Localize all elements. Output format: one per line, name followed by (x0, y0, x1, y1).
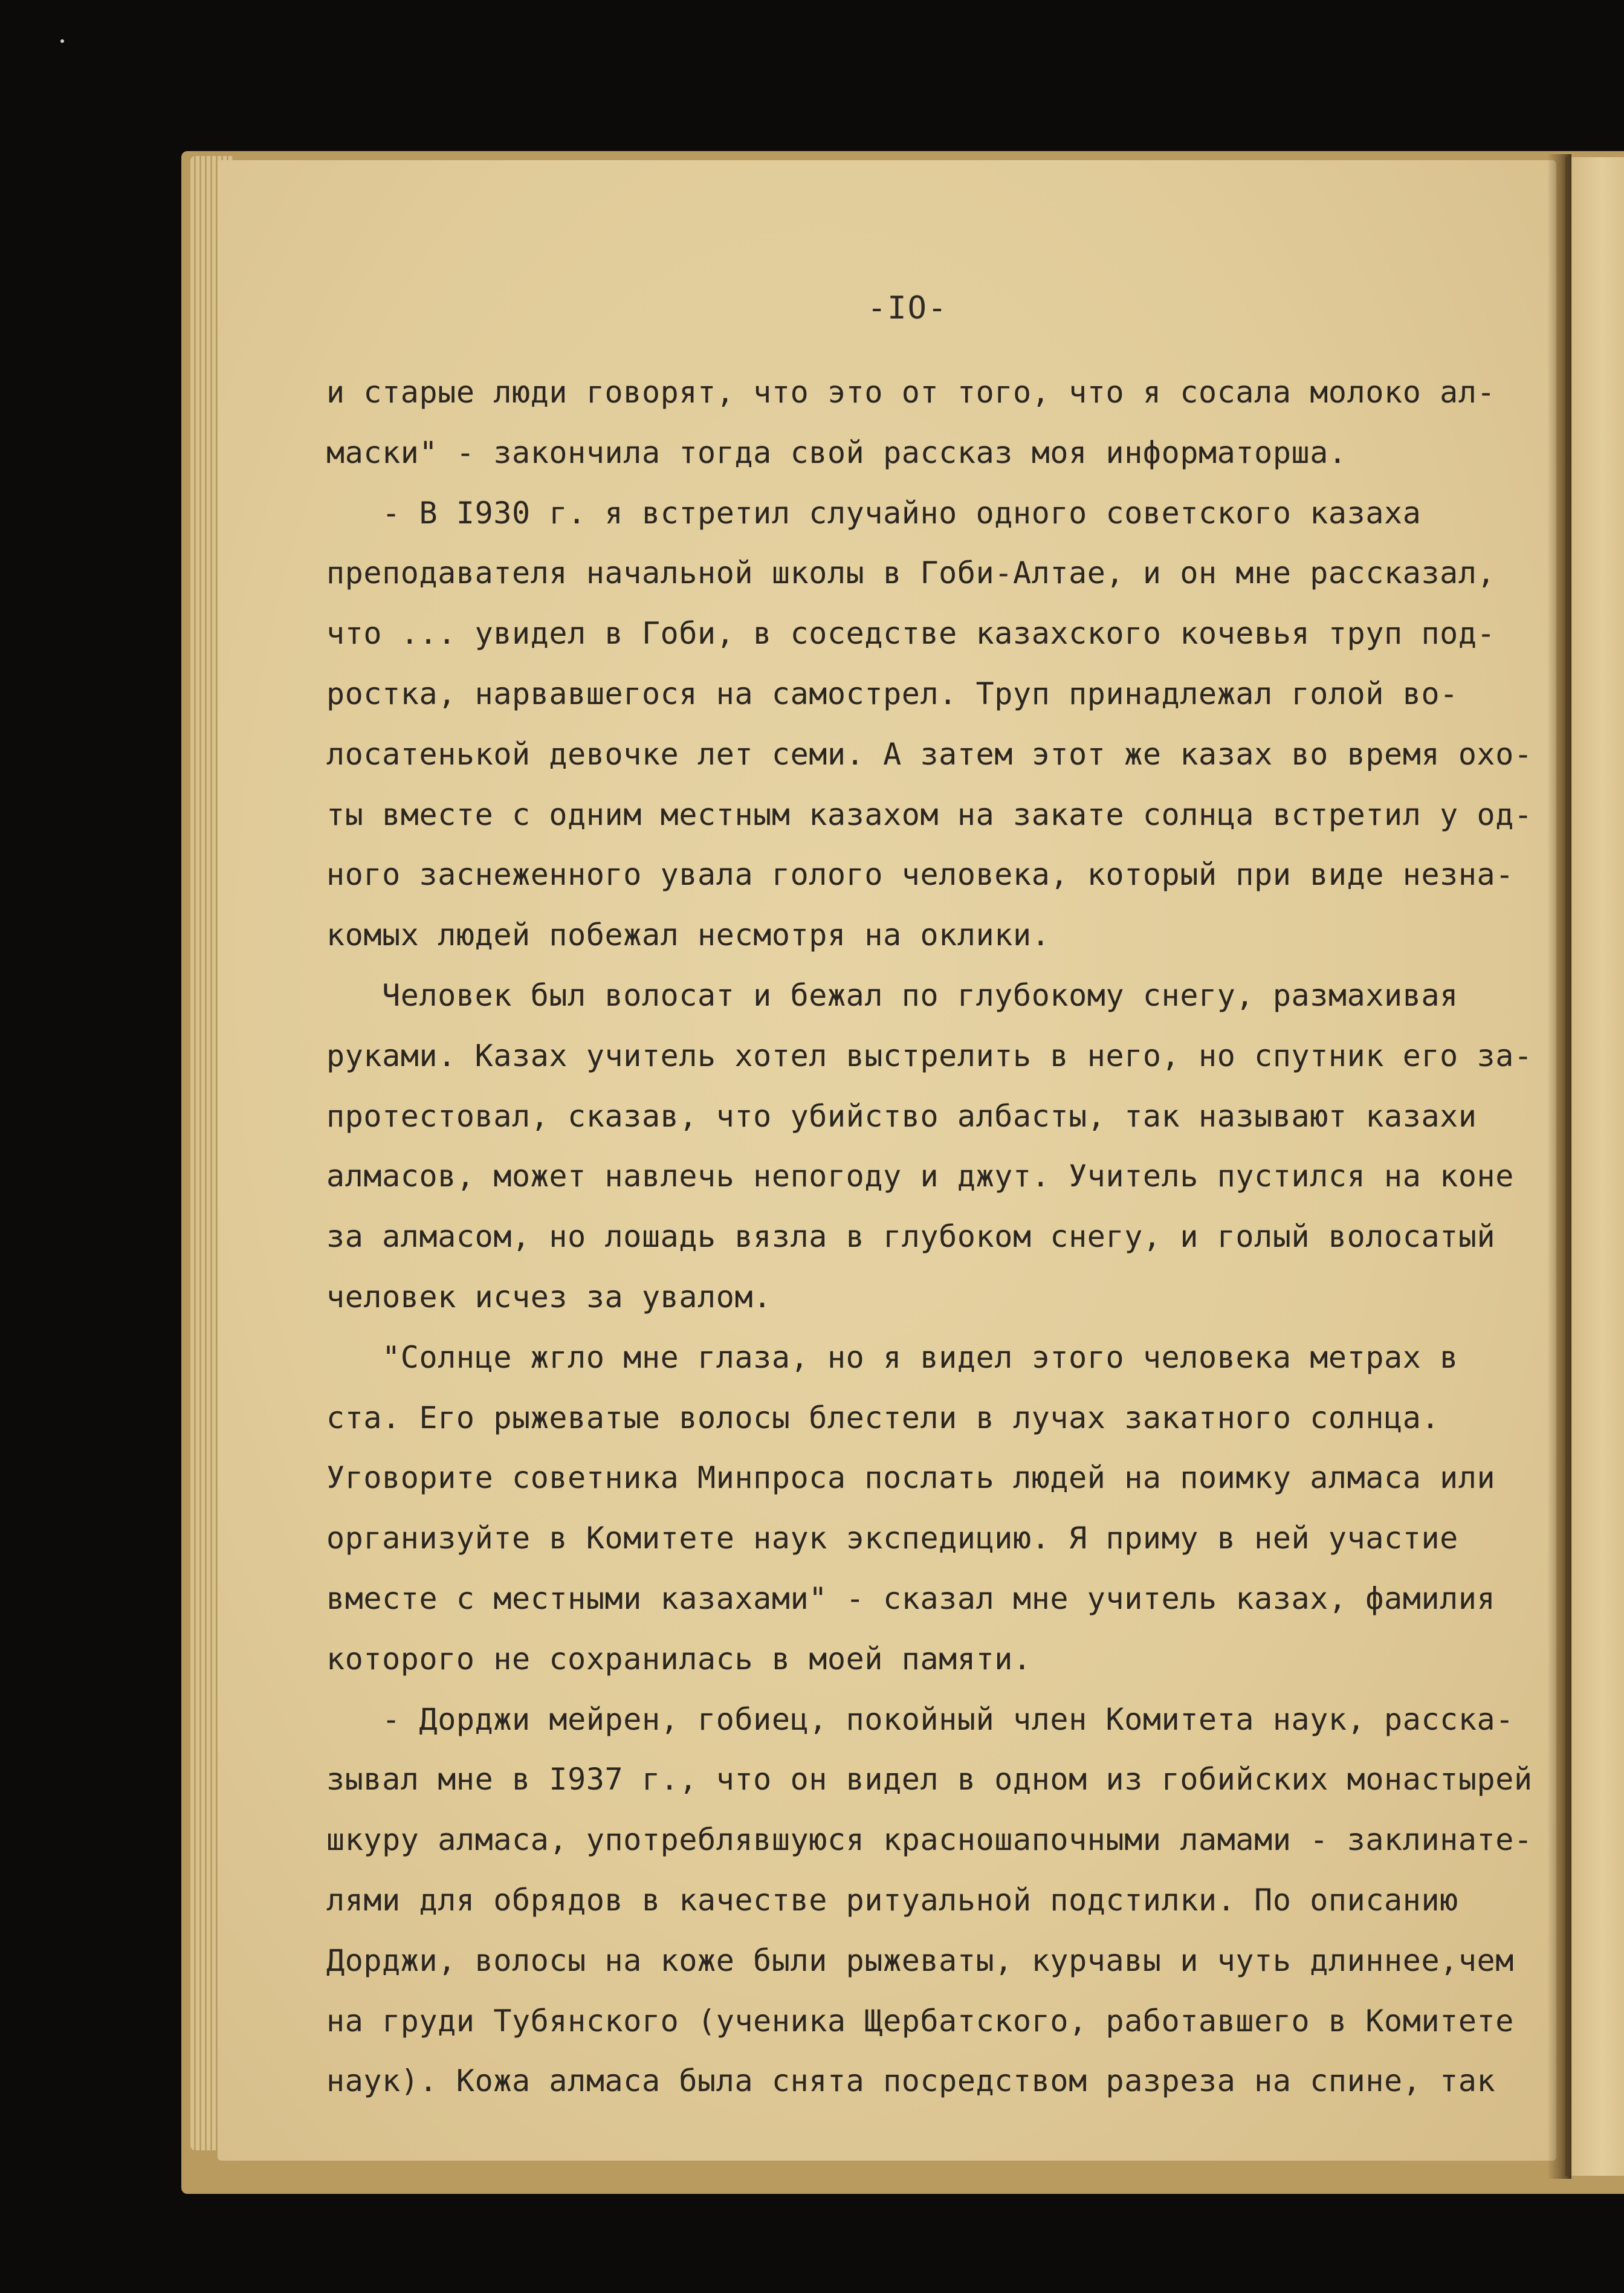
text-line: Дорджи, волосы на коже были рыжеваты, курчавы и чуть длиннее,чем (326, 1942, 1514, 1978)
text-line: протестовал, сказав, что убийство албасты, так называют казахи (326, 1098, 1477, 1134)
text-line: преподавателя начальной школы в Гоби-Алтае, и он мне рассказал, (326, 555, 1496, 591)
text-line: и старые люди говорят, что это от того, что я сосала молоко ал- (326, 375, 1496, 410)
text-line: маски" - закончила тогда свой рассказ моя информаторша. (326, 435, 1347, 470)
text-line: зывал мне в I937 г., что он видел в одном из гобийских монастырей (326, 1762, 1533, 1797)
text-line: что ... увидел в Гоби, в соседстве казахского кочевья труп под- (326, 616, 1496, 652)
text-line: комых людей побежал несмотря на оклики. (326, 917, 1050, 953)
book-spine-shadow (1547, 154, 1571, 2179)
text-line: "Солнце жгло мне глаза, но я видел этого человека метрах в (326, 1339, 1458, 1375)
text-line: ростка, нарвавшегося на самострел. Труп принадлежал голой во- (326, 676, 1458, 711)
text-line: лосатенькой девочке лет семи. А затем этот же казах во время охо- (326, 736, 1533, 772)
text-line: вместе с местными казахами" - сказал мне учитель казах, фамилия (326, 1580, 1496, 1616)
text-line: ста. Его рыжеватые волосы блестели в лучах закатного солнца. (326, 1400, 1440, 1435)
text-line: Человек был волосат и бежал по глубокому снегу, размахивая (326, 977, 1458, 1013)
typewritten-text (326, 363, 1547, 2112)
text-line: руками. Казах учитель хотел выстрелить в него, но спутник его за- (326, 1038, 1533, 1073)
text-line: за алмасом, но лошадь вязла в глубоком снегу, и голый волосатый (326, 1219, 1496, 1255)
text-line: шкуру алмаса, употреблявшуюся красношапочными ламами - заклинате- (326, 1822, 1533, 1858)
text-line: алмасов, может навлечь непогоду и джут. Учитель пустился на коне (326, 1159, 1514, 1194)
text-line: на груди Тубянского (ученика Щербатского, работавшего в Комитете (326, 2003, 1514, 2039)
text-line: Уговорите советника Минпроса послать людей на поимку алмаса или (326, 1460, 1496, 1496)
text-line: наук). Кожа алмаса была снята посредством разреза на спине, так (326, 2063, 1496, 2099)
text-line: лями для обрядов в качестве ритуальной подстилки. По описанию (326, 1882, 1458, 1918)
text-line: - Дорджи мейрен, гобиец, покойный член Комитета наук, расска- (326, 1701, 1514, 1737)
page-number: -IO- (867, 290, 948, 326)
text-line: - В I930 г. я встретил случайно одного советского казаха (326, 495, 1422, 531)
text-line: организуйте в Комитете наук экспедицию. Я приму в ней участие (326, 1521, 1458, 1556)
text-line: человек исчез за увалом. (326, 1279, 772, 1315)
text-line: которого не сохранилась в моей памяти. (326, 1641, 1032, 1677)
dust-speck (60, 39, 64, 43)
text-line: ты вместе с одним местным казахом на закате солнца встретил у од- (326, 797, 1533, 832)
text-line: ного заснеженного увала голого человека, который при виде незна- (326, 857, 1514, 893)
facing-page-edge (1565, 157, 1624, 2176)
